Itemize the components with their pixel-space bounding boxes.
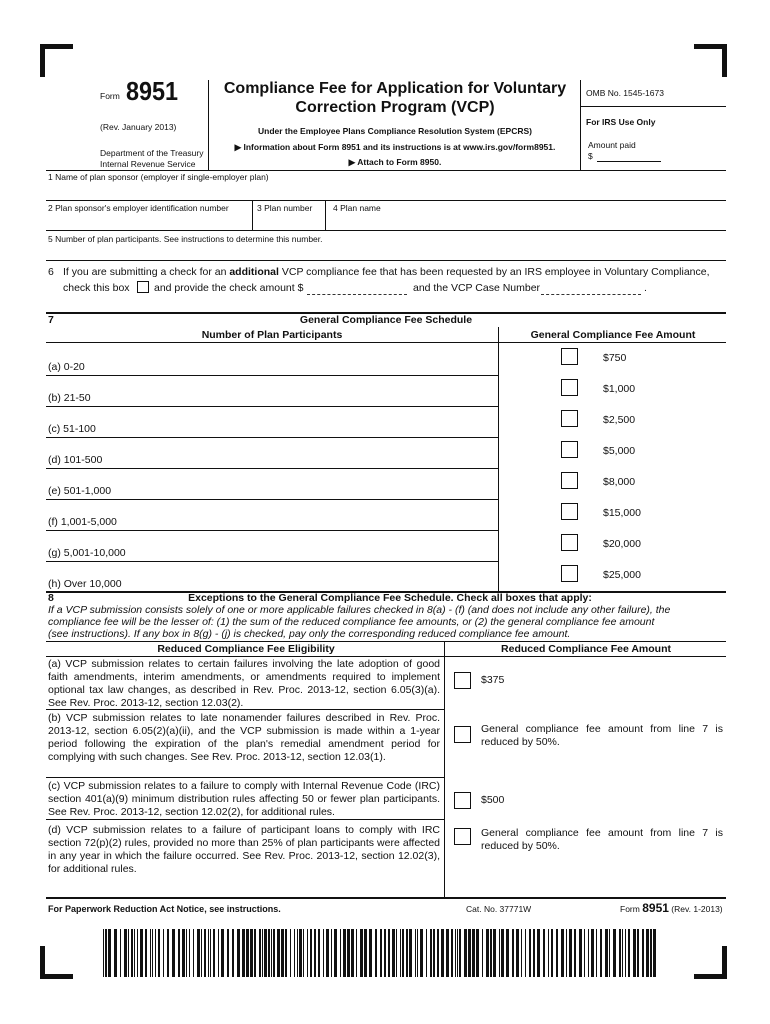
corner-mark-top-right-v bbox=[722, 44, 727, 77]
fee-checkbox[interactable] bbox=[561, 348, 578, 365]
line8-header-top-rule bbox=[46, 641, 726, 642]
service-label: Internal Revenue Service bbox=[100, 159, 196, 169]
form-title-line1: Compliance Fee for Application for Voluntary bbox=[223, 80, 567, 97]
line2-label: 2 Plan sponsor's employer identification number bbox=[48, 203, 229, 213]
line1-label: 1 Name of plan sponsor (employer if single-employer plan) bbox=[48, 172, 269, 182]
line8-number: 8 bbox=[48, 592, 54, 604]
line7-row-label: (d) 101-500 bbox=[48, 454, 103, 466]
line8-intro-3: (see instructions). If any box in 8(g) - (j) is checked, pay only the corresponding reduced compliance fee amount. bbox=[48, 628, 571, 640]
line7-row-rule bbox=[46, 468, 498, 469]
line6-text-a: If you are submitting a check for an bbox=[63, 266, 230, 278]
line8-row-rule bbox=[46, 709, 444, 710]
form-subtitle: Under the Employee Plans Compliance Resolution System (EPCRS) bbox=[258, 126, 532, 136]
footer-form-rev: (Rev. 1-2013) bbox=[671, 904, 723, 914]
department-label: Department of the Treasury bbox=[100, 148, 204, 158]
line6-number: 6 bbox=[48, 266, 54, 278]
line7-title: General Compliance Fee Schedule bbox=[299, 314, 473, 326]
line7-col-divider bbox=[498, 327, 499, 591]
line7-fee-amount: $15,000 bbox=[603, 507, 641, 519]
line6-amount-label: and provide the check amount $ bbox=[154, 282, 304, 294]
fee-checkbox[interactable] bbox=[561, 379, 578, 396]
line8-row-rule bbox=[46, 819, 444, 820]
fee-checkbox[interactable] bbox=[561, 565, 578, 582]
line7-header-rule bbox=[46, 342, 726, 343]
catalog-number: Cat. No. 37771W bbox=[466, 904, 532, 914]
footer-form-word: Form bbox=[620, 904, 640, 914]
line7-col-left: Number of Plan Participants bbox=[201, 329, 343, 341]
reduced-fee-checkbox[interactable] bbox=[454, 672, 471, 689]
line7-row-label: (h) Over 10,000 bbox=[48, 578, 122, 590]
reduced-fee-checkbox[interactable] bbox=[454, 726, 471, 743]
line7-row-rule bbox=[46, 437, 498, 438]
fee-checkbox[interactable] bbox=[561, 410, 578, 427]
omb-number: OMB No. 1545-1673 bbox=[586, 88, 664, 98]
amount-paid-line bbox=[597, 161, 661, 162]
line7-row-rule bbox=[46, 499, 498, 500]
line5-bottom-rule bbox=[46, 260, 726, 261]
omb-divider bbox=[580, 106, 726, 107]
line8-row-rule bbox=[46, 777, 444, 778]
line8-intro-1: If a VCP submission consists solely of one or more applicable failures checked in 8(a) - (f) (and does not include any other failure), the bbox=[48, 604, 671, 616]
eligibility-text: (a) VCP submission relates to certain failures involving the late adoption of good faith amendments, interim amendments, or amendments required to implement optional tax law changes, as described in Rev. Proc. 2013-12, section 6.05(3)(a). See Rev. Proc. 2013-12, section 12.03(2). bbox=[48, 658, 440, 709]
line6-text-bold: additional bbox=[229, 266, 279, 278]
header-divider-right bbox=[580, 80, 581, 170]
barcode-image bbox=[103, 929, 663, 977]
line7-row-label: (e) 501-1,000 bbox=[48, 485, 112, 497]
plan-sponsor-name-field[interactable] bbox=[46, 183, 726, 199]
line8-title: Exceptions to the General Compliance Fee Schedule. Check all boxes that apply: bbox=[188, 592, 592, 604]
line7-number: 7 bbox=[48, 314, 54, 326]
amount-paid-dollar: $ bbox=[588, 151, 593, 161]
line4-label: 4 Plan name bbox=[333, 203, 381, 213]
line7-row-label: (b) 21-50 bbox=[48, 392, 91, 404]
line6-text bbox=[63, 266, 710, 278]
amount-paid-label: Amount paid bbox=[588, 140, 636, 150]
line6-period: . bbox=[644, 282, 647, 294]
plan-name-field[interactable] bbox=[326, 213, 726, 229]
reduced-fee-amount: General compliance fee amount from line 7 is reduced by 50%. bbox=[481, 827, 723, 852]
line6-text-b: VCP compliance fee that has been requested by an IRS employee in Voluntary Compliance, bbox=[278, 266, 710, 278]
corner-mark-bottom-right-v bbox=[722, 946, 727, 979]
line7-row-rule bbox=[46, 530, 498, 531]
corner-mark-top-left-v bbox=[40, 44, 45, 77]
header-divider-left bbox=[208, 80, 209, 170]
line7-fee-amount: $20,000 bbox=[603, 538, 641, 550]
line6-case-label: and the VCP Case Number bbox=[413, 282, 541, 294]
form-info-line: ▶ Information about Form 8951 and its instructions is at www.irs.gov/form8951. bbox=[234, 142, 556, 152]
vcp-case-number-field[interactable] bbox=[541, 294, 641, 295]
reduced-fee-amount: $500 bbox=[481, 794, 505, 806]
line8-intro-2: compliance fee will be the lesser of: (1) the sum of the reduced compliance fee amounts, or (2) the general compliance fee amount bbox=[48, 616, 655, 628]
footer-form-number: 8951 bbox=[642, 901, 669, 915]
form-number: 8951 bbox=[126, 76, 179, 106]
corner-mark-bottom-left-v bbox=[40, 946, 45, 979]
line8-header-bottom-rule bbox=[46, 656, 726, 657]
line8-col-right: Reduced Compliance Fee Amount bbox=[501, 643, 671, 655]
ein-field[interactable] bbox=[46, 213, 251, 229]
fee-checkbox[interactable] bbox=[561, 534, 578, 551]
line8-col-divider bbox=[444, 641, 445, 897]
line7-row-label: (c) 51-100 bbox=[48, 423, 96, 435]
line7-row-label: (f) 1,001-5,000 bbox=[48, 516, 117, 528]
fee-checkbox[interactable] bbox=[561, 472, 578, 489]
line7-row-rule bbox=[46, 406, 498, 407]
reduced-fee-amount: General compliance fee amount from line 7 is reduced by 50%. bbox=[481, 723, 723, 748]
form-word: Form bbox=[100, 91, 120, 101]
line2-bottom-rule bbox=[46, 230, 726, 231]
paperwork-notice: For Paperwork Reduction Act Notice, see instructions. bbox=[48, 904, 281, 914]
field-top-rule bbox=[46, 170, 726, 171]
eligibility-text: (b) VCP submission relates to late nonamender failures described in Rev. Proc. 2013-12, section 6.05(2)(a)(ii), and the VCP submission is made within a 1-year period following the expiration of the plan's remedial amendment period for complying with such changes. See Rev. Proc. 2013-12, section 12.03(1). bbox=[48, 712, 440, 763]
line7-fee-amount: $1,000 bbox=[603, 383, 636, 395]
line7-fee-amount: $750 bbox=[603, 352, 627, 364]
line8-bottom-rule bbox=[46, 897, 726, 899]
irs-use-label: For IRS Use Only bbox=[586, 117, 656, 127]
line3-label: 3 Plan number bbox=[257, 203, 313, 213]
additional-fee-checkbox[interactable] bbox=[137, 281, 149, 293]
fee-checkbox[interactable] bbox=[561, 503, 578, 520]
form-title-line2: Correction Program (VCP) bbox=[295, 99, 495, 116]
line7-fee-amount: $8,000 bbox=[603, 476, 636, 488]
line8-col-left: Reduced Compliance Fee Eligibility bbox=[157, 643, 335, 655]
reduced-fee-checkbox[interactable] bbox=[454, 792, 471, 809]
form-attach-line: ▶ Attach to Form 8950. bbox=[348, 157, 442, 167]
participants-count-field[interactable] bbox=[46, 245, 726, 259]
fee-checkbox[interactable] bbox=[561, 441, 578, 458]
check-amount-field[interactable] bbox=[307, 294, 407, 295]
reduced-fee-checkbox[interactable] bbox=[454, 828, 471, 845]
form-revision: (Rev. January 2013) bbox=[100, 122, 177, 132]
footer-form-id bbox=[620, 901, 723, 915]
line7-fee-amount: $25,000 bbox=[603, 569, 641, 581]
line7-fee-amount: $2,500 bbox=[603, 414, 636, 426]
line6-check-label: check this box bbox=[63, 282, 130, 294]
eligibility-text: (c) VCP submission relates to a failure to comply with Internal Revenue Code (IRC) section 401(a)(9) minimum distribution rules affecting 50 or fewer plan participants. See Rev. Proc. 2013-12, section 12.02(2), for additional rules. bbox=[48, 780, 440, 818]
line7-row-rule bbox=[46, 375, 498, 376]
line7-row-rule bbox=[46, 561, 498, 562]
line7-col-right: General Compliance Fee Amount bbox=[530, 329, 696, 341]
line7-row-label: (g) 5,001-10,000 bbox=[48, 547, 126, 559]
line5-label: 5 Number of plan participants. See instructions to determine this number. bbox=[48, 234, 323, 244]
line7-row-label: (a) 0-20 bbox=[48, 361, 85, 373]
line7-fee-amount: $5,000 bbox=[603, 445, 636, 457]
reduced-fee-amount: $375 bbox=[481, 674, 505, 686]
line1-bottom-rule bbox=[46, 200, 726, 201]
plan-number-field[interactable] bbox=[253, 213, 324, 229]
eligibility-text: (d) VCP submission relates to a failure of participant loans to comply with IRC section 72(p)(2) rules, provided no more than 25% of plan participants were affected in any year in which the failure occurred. See Rev. Proc. 2013-12, section 12.02(3), for additional rules. bbox=[48, 824, 440, 875]
